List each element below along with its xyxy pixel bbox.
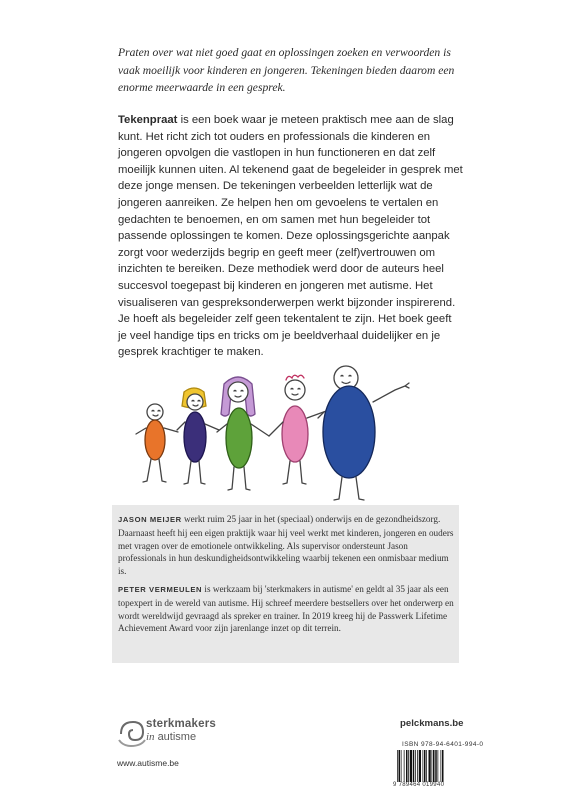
barcode-number: 9 789464 019940 (393, 782, 445, 788)
author-bio-peter (118, 583, 454, 635)
logo-text-in: in (146, 731, 155, 743)
description-paragraph (118, 112, 463, 361)
website-link[interactable]: www.autisme.be (117, 758, 179, 768)
isbn-label: ISBN 978-94-6401-994-0 (402, 741, 484, 748)
description-text: is een boek waar je meteen praktisch mee aan de slag kunt. Het richt zich tot ouders en professionals die kinderen en jongeren opvolgen die vastlopen in hun functioneren en dat zelf moeilijk kunnen uiten. Al tekenend gaat de begeleider in gesprek met deze jonge mensen. De tekeningen verbeelden letterlijk wat de jongeren aanreiken. Ze helpen hen om gevoelens te vertalen en gedachten te benoemen, en om samen met hun begeleider tot passende oplossingen te komen. Deze oplossingsgerichte aanpak zorgt voor wederzijds begrip en geeft meer (zelf)vertrouwen om inzichten te bereiken. Deze methodiek werd door de auteurs heel succesvol toegepast bij kinderen en jongeren met autisme. Het visualiseren van gespreksonderwerpen werkt bijzonder inspirerend. Je hoeft als begeleider zelf geen tekentalent te zijn. Het boek geeft je veel handige tips en tricks om je beeldverhaal duidelijker en je gesprek krachtiger te maken. (118, 114, 463, 359)
author-name: PETER VERMEULEN (118, 585, 203, 594)
author-bio-jason (118, 513, 454, 578)
barcode-icon (396, 750, 462, 786)
author-bio-text: is werkzaam bij 'sterkmakers in autisme' en geldt al 35 jaar als een topexpert in de wereld van autisme. Hij schreef meerdere bestsellers over het onderwerp en wordt wereldwijd gevraagd als spreker en trainer. In 2019 kreeg hij de Passwerk Lifetime Achievement Award voor zijn jarenlange inzet op dit terrein. (118, 584, 454, 634)
author-name: JASON MEIJER (118, 515, 182, 524)
logo-text-sterkmakers: sterkmakers (146, 718, 216, 730)
children-drawing (118, 362, 418, 507)
author-bio-text: werkt ruim 25 jaar in het (speciaal) onderwijs en de gezondheidszorg. Daarnaast heeft hij een eigen praktijk waar hij veel werkt met kinderen, jongeren en ouders met vragen over de emotionele ontwikkeling. Als supervisor ondersteunt Jason professionals in hun deskundigheidsontwikkeling waarbij tekenen een onmisbaar medium is. (118, 514, 454, 577)
publisher-link[interactable]: pelckmans.be (400, 718, 464, 729)
intro-paragraph: Praten over wat niet goed gaat en oplossingen zoeken en verwoorden is vaak moeilijk voor kinderen en jongeren. Tekeningen bieden daarom een enorme meerwaarde in een gesprek. (118, 46, 455, 95)
logo-text-line2: autisme (157, 731, 197, 743)
logo-text-autisme (146, 731, 196, 743)
book-title: Tekenpraat (118, 114, 178, 126)
